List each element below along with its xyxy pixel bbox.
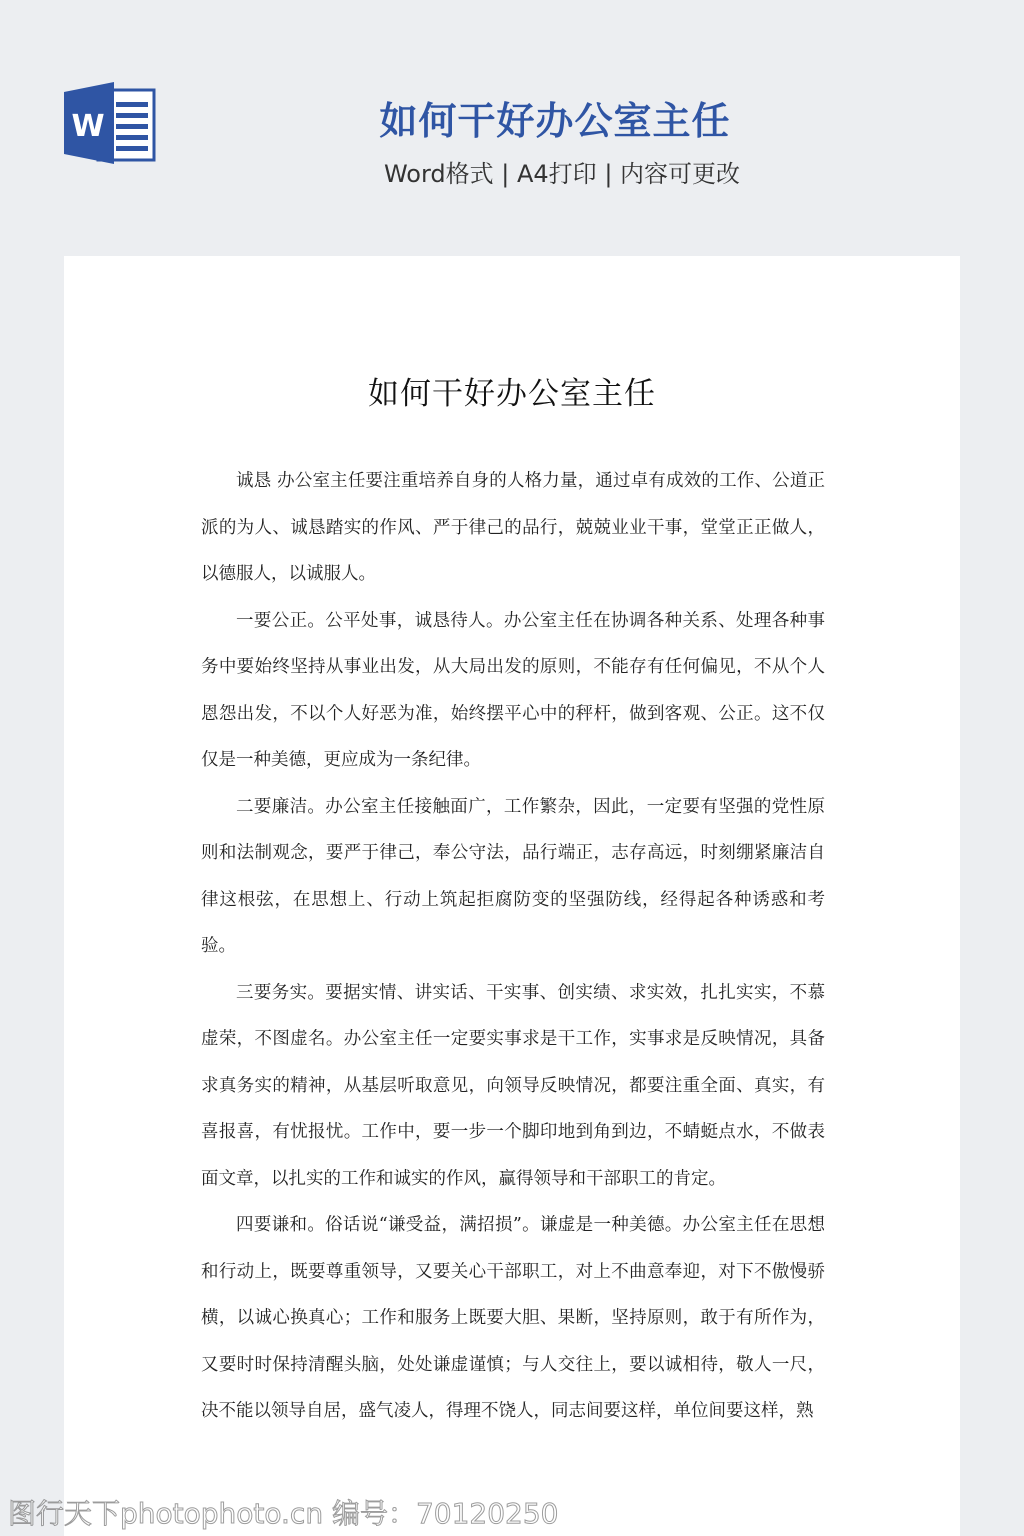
paragraph: 诚恳 办公室主任要注重培养自身的人格力量，通过卓有成效的工作、公道正派的为人、诚恳踏实的作风、严于律己的品行，兢兢业业干事，堂堂正正做人，以德服人，以诚服人。: [201, 471, 825, 584]
document-body: [201, 458, 825, 1435]
watermark-text: 图行天下photophoto.cn 编号：70120250: [8, 1497, 559, 1530]
paragraph: 四要谦和。俗话说“谦受益，满招损”。谦虚是一种美德。办公室主任在思想和行动上，既要尊重领导，又要关心干部职工，对上不曲意奉迎，对下不傲慢骄横，以诚心换真心；工作和服务上既要大胆、果断，坚持原则，敢于有所作为，又要时时保持清醒头脑，处处谦虚谨慎；与人交往上，要以诚相待，敬人一尺，决不能以领导自居，盛气凌人，得理不饶人，同志间要这样，单位间要这样，熟: [201, 1215, 825, 1421]
paragraph: 三要务实。要据实情、讲实话、干实事、创实绩、求实效，扎扎实实，不慕虚荣，不图虚名。办公室主任一定要实事求是干工作，实事求是反映情况，具备求真务实的精神，从基层听取意见，向领导反映情况，都要注重全面、真实，有喜报喜，有忧报忧。工作中，要一步一个脚印地到角到边，不蜻蜓点水，不做表面文章，以扎实的工作和诚实的作风，赢得领导和干部职工的肯定。: [201, 982, 825, 1189]
paragraph: 一要公正。公平处事，诚恳待人。办公室主任在协调各种关系、处理各种事务中要始终坚持从事业出发，从大局出发的原则，不能存有任何偏见，不从个人恩怨出发，不以个人好恶为准，始终摆平心中的秤杆，做到客观、公正。这不仅仅是一种美德，更应成为一条纪律。: [201, 610, 825, 770]
document-page: [64, 256, 960, 1536]
header-subtitle: Word格式 | A4打印 | 内容可更改: [383, 160, 741, 188]
svg-text:W: W: [71, 109, 105, 144]
header-title: 如何干好办公室主任: [379, 99, 731, 143]
paragraph: 二要廉洁。办公室主任接触面广，工作繁杂，因此，一定要有坚强的党性原则和法制观念，要严于律己，奉公守法，品行端正，志存高远，时刻绷紧廉洁自律这根弦，在思想上、行动上筑起拒腐防变的坚强防线，经得起各种诱惑和考验。: [201, 796, 825, 956]
document-title: 如何干好办公室主任: [368, 376, 656, 412]
